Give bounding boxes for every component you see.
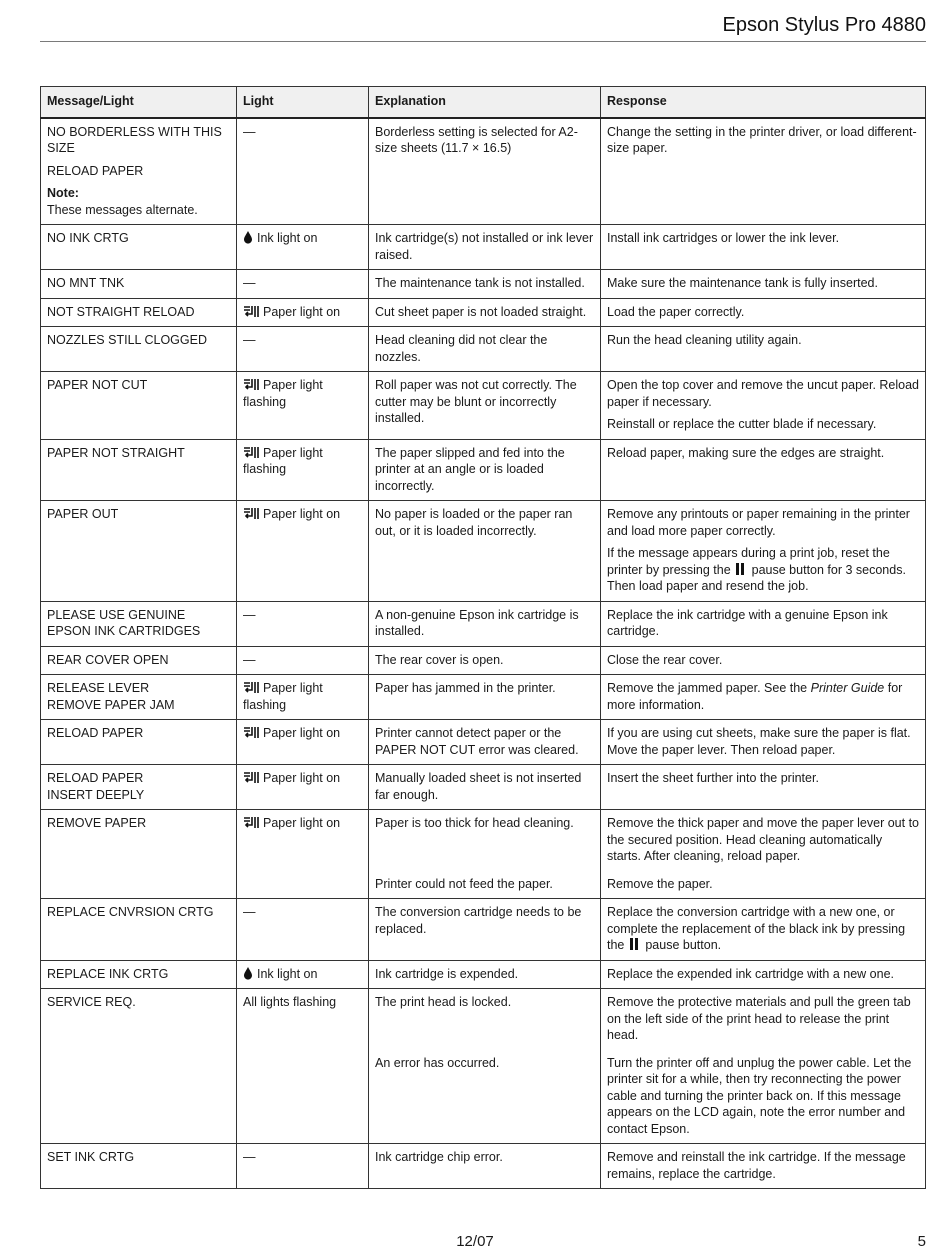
response-text: Reinstall or replace the cutter blade if necessary.	[607, 417, 877, 431]
light-cell	[237, 1144, 369, 1189]
explanation-text: Paper is too thick for head cleaning.	[375, 816, 574, 830]
explanation-text: No paper is loaded or the paper ran out, or it is loaded incorrectly.	[375, 507, 573, 538]
explanation-cell	[369, 225, 601, 270]
light-text: Paper light on	[263, 771, 341, 785]
response-text-part: Replace the conversion cartridge with a new one, or complete the replacement of the black ink by pressing the	[607, 905, 906, 952]
response-cell	[601, 899, 926, 961]
response-text-part: If the message appears during a print job, reset the printer by pressing the	[607, 546, 890, 577]
message-text: PAPER NOT STRAIGHT	[47, 445, 185, 460]
light-text: —	[243, 607, 256, 622]
message-cell	[41, 1144, 237, 1189]
explanation-cell	[369, 501, 601, 602]
table-row	[41, 720, 926, 765]
response-text-part: pause button.	[645, 938, 722, 952]
message-text: NO MNT TNK	[47, 276, 125, 290]
table-row	[41, 960, 926, 989]
message-text: REMOVE PAPER JAM	[47, 697, 175, 712]
explanation-text: Head cleaning did not clear the nozzles.	[375, 333, 548, 364]
response-text: Replace the expended ink cartridge with a new one.	[607, 966, 894, 981]
message-text: SET INK CRTG	[47, 1150, 135, 1164]
message-cell	[41, 501, 237, 602]
message-cell	[41, 899, 237, 961]
response-cell	[601, 270, 926, 299]
light-cell	[237, 501, 369, 602]
response-text	[607, 680, 919, 713]
light-text: Paper light on	[263, 816, 341, 830]
response-cell	[601, 501, 926, 602]
header-divider	[40, 41, 926, 42]
light-cell	[237, 765, 369, 810]
pause-icon	[630, 938, 640, 950]
message-cell	[41, 765, 237, 810]
light-cell	[237, 899, 369, 961]
light-text: Paper light flashing	[243, 681, 323, 712]
explanation-text: Paper has jammed in the printer.	[375, 681, 556, 695]
explanation-text: The rear cover is open.	[375, 652, 504, 667]
lcd-message-code: PAPER NOT CUT	[375, 742, 476, 757]
message-text: RELOAD PAPER	[47, 163, 144, 178]
response-text: Open the top cover and remove the uncut paper. Reload paper if necessary.	[607, 378, 920, 409]
explanation-text: The paper slipped and fed into the printer at an angle or is loaded incorrectly.	[375, 445, 565, 493]
explanation-text: Borderless setting is selected for A2-size sheets (11.7 × 16.5)	[375, 124, 578, 155]
response-cell	[601, 327, 926, 372]
light-text: All lights flashing	[243, 995, 337, 1009]
explanation-cell	[369, 989, 601, 1144]
explanation-cell	[369, 960, 601, 989]
printer-guide-reference: Printer Guide	[810, 681, 885, 695]
light-cell	[237, 646, 369, 675]
message-text: SERVICE REQ.	[47, 995, 136, 1009]
message-text: REAR COVER OPEN	[47, 652, 169, 667]
message-cell	[41, 720, 237, 765]
response-text: Reload paper, making sure the edges are straight.	[607, 445, 885, 460]
response-cell	[601, 989, 926, 1144]
table-row	[41, 501, 926, 602]
explanation-cell	[369, 720, 601, 765]
explanation-cell	[369, 899, 601, 961]
response-text: Close the rear cover.	[607, 652, 723, 667]
paper-icon	[243, 446, 259, 459]
message-cell	[41, 810, 237, 899]
document-title: Epson Stylus Pro 4880	[722, 14, 926, 36]
response-text: Run the head cleaning utility again.	[607, 333, 802, 347]
column-header-explanation: Explanation	[369, 87, 601, 118]
paper-icon	[243, 816, 259, 829]
response-text: If you are using cut sheets, make sure the paper is flat. Move the paper lever. Then reload paper.	[607, 726, 911, 757]
table-row	[41, 899, 926, 961]
light-text: Paper light on	[263, 304, 341, 319]
response-cell	[601, 960, 926, 989]
light-text: Paper light flashing	[243, 378, 323, 409]
response-cell	[601, 372, 926, 440]
light-text: —	[243, 1150, 256, 1164]
response-text: Remove the protective materials and pull the green tab on the left side of the print head to release the print head.	[607, 995, 911, 1042]
explanation-text: The maintenance tank is not installed.	[375, 276, 585, 290]
response-text: Remove the thick paper and move the paper lever out to the secured position. Head cleaning automatically starts. After cleaning, reload paper.	[607, 816, 919, 863]
light-text: Ink light on	[257, 231, 318, 245]
light-cell	[237, 270, 369, 299]
response-cell	[601, 225, 926, 270]
explanation-cell	[369, 439, 601, 501]
table-row	[41, 765, 926, 810]
response-text	[607, 904, 919, 954]
explanation-cell	[369, 327, 601, 372]
light-cell	[237, 118, 369, 225]
explanation-cell	[369, 765, 601, 810]
column-header-message: Message/Light	[41, 87, 237, 118]
table-row	[41, 810, 926, 899]
message-text: RELOAD PAPER	[47, 726, 144, 740]
message-cell	[41, 270, 237, 299]
message-cell	[41, 298, 237, 327]
explanation-cell	[369, 810, 601, 899]
explanation-cell	[369, 1144, 601, 1189]
pause-icon	[736, 563, 746, 575]
response-cell	[601, 810, 926, 899]
light-text: Paper light on	[263, 507, 341, 521]
message-text: REMOVE PAPER	[47, 816, 147, 830]
explanation-text	[375, 725, 594, 758]
explanation-cell	[369, 646, 601, 675]
light-cell	[237, 298, 369, 327]
message-cell	[41, 225, 237, 270]
message-cell	[41, 989, 237, 1144]
explanation-text-part: Printer cannot detect paper or the	[375, 726, 562, 740]
response-cell	[601, 675, 926, 720]
table-row	[41, 372, 926, 440]
response-text-part: Remove the jammed paper. See the	[607, 681, 808, 695]
explanation-cell	[369, 298, 601, 327]
light-cell	[237, 810, 369, 899]
explanation-text-part: error was cleared.	[478, 742, 579, 757]
ink-drop-icon	[243, 967, 253, 980]
page-number: 5	[917, 1233, 926, 1250]
light-text: Paper light flashing	[243, 445, 323, 476]
column-header-light: Light	[237, 87, 369, 118]
response-text: Make sure the maintenance tank is fully inserted.	[607, 276, 878, 290]
column-header-response: Response	[601, 87, 926, 118]
message-cell	[41, 960, 237, 989]
table-row	[41, 327, 926, 372]
table-row	[41, 646, 926, 675]
response-cell	[601, 1144, 926, 1189]
table-row	[41, 270, 926, 299]
response-cell	[601, 601, 926, 646]
explanation-text: The print head is locked.	[375, 995, 512, 1009]
message-text: PAPER OUT	[47, 507, 119, 521]
message-text: REPLACE CNVRSION CRTG	[47, 905, 214, 919]
table-row	[41, 439, 926, 501]
ink-drop-icon	[243, 231, 253, 244]
table-row	[41, 675, 926, 720]
explanation-cell	[369, 118, 601, 225]
paper-icon	[243, 681, 259, 694]
response-text: Change the setting in the printer driver, or load different-size paper.	[607, 124, 917, 155]
explanation-cell	[369, 675, 601, 720]
response-text: Turn the printer off and unplug the power cable. Let the printer sit for a while, then try reconnecting the power cable and turning the printer back on. If this message appears on the LCD again, note the error number and contact Epson.	[607, 1055, 912, 1136]
response-cell	[601, 298, 926, 327]
response-text: Remove any printouts or paper remaining in the printer and load more paper correctly.	[607, 507, 910, 538]
response-text: Remove the paper.	[607, 876, 713, 891]
response-text: Insert the sheet further into the printer.	[607, 771, 819, 785]
message-text: REPLACE INK CRTG	[47, 966, 169, 981]
explanation-cell	[369, 372, 601, 440]
note-text: These messages alternate.	[47, 202, 198, 217]
response-text: Load the paper correctly.	[607, 304, 745, 319]
message-text: PAPER NOT CUT	[47, 378, 148, 392]
message-text: RELEASE LEVER	[47, 681, 150, 695]
explanation-cell	[369, 270, 601, 299]
light-text: —	[243, 276, 256, 290]
response-cell	[601, 765, 926, 810]
response-cell	[601, 646, 926, 675]
message-text: RELOAD PAPER	[47, 771, 144, 785]
explanation-text: Roll paper was not cut correctly. The cutter may be blunt or incorrectly installed.	[375, 378, 577, 425]
response-text-part: pause button for 3 seconds. Then load paper and resend the job.	[607, 562, 906, 593]
light-text: —	[243, 333, 256, 347]
explanation-cell	[369, 601, 601, 646]
light-cell	[237, 720, 369, 765]
response-text: Install ink cartridges or lower the ink lever.	[607, 231, 840, 245]
light-cell	[237, 439, 369, 501]
explanation-text: Ink cartridge is expended.	[375, 966, 519, 981]
response-cell	[601, 439, 926, 501]
explanation-text: The conversion cartridge needs to be replaced.	[375, 905, 582, 936]
light-text: Paper light on	[263, 726, 341, 740]
light-cell	[237, 675, 369, 720]
paper-icon	[243, 378, 259, 391]
messages-table	[40, 86, 926, 1189]
message-text: NO INK CRTG	[47, 231, 129, 245]
light-cell	[237, 960, 369, 989]
response-text	[607, 545, 919, 595]
table-row	[41, 225, 926, 270]
message-text: NO BORDERLESS WITH THIS SIZE	[47, 124, 222, 155]
explanation-text: A non-genuine Epson ink cartridge is installed.	[375, 607, 579, 638]
paper-icon	[243, 305, 259, 318]
explanation-text: Manually loaded sheet is not inserted far enough.	[375, 771, 582, 802]
table-row	[41, 298, 926, 327]
explanation-text: Ink cartridge(s) not installed or ink lever raised.	[375, 231, 594, 262]
response-text: Replace the ink cartridge with a genuine Epson ink cartridge.	[607, 607, 888, 638]
response-text-part: for more information.	[607, 681, 903, 712]
paper-icon	[243, 507, 259, 520]
message-cell	[41, 118, 237, 225]
message-cell	[41, 372, 237, 440]
message-cell	[41, 675, 237, 720]
light-cell	[237, 225, 369, 270]
message-cell	[41, 439, 237, 501]
message-cell	[41, 327, 237, 372]
note	[47, 185, 230, 218]
light-text: —	[243, 124, 256, 139]
light-cell	[237, 601, 369, 646]
light-cell	[237, 989, 369, 1144]
message-text: PLEASE USE GENUINE EPSON INK CARTRIDGES	[47, 607, 201, 638]
table-row	[41, 118, 926, 225]
footer-date: 12/07	[456, 1233, 494, 1250]
explanation-text: Printer could not feed the paper.	[375, 876, 553, 891]
note-label: Note:	[47, 186, 79, 200]
table-row	[41, 1144, 926, 1189]
light-cell	[237, 372, 369, 440]
response-cell	[601, 118, 926, 225]
response-cell	[601, 720, 926, 765]
message-text: NOZZLES STILL CLOGGED	[47, 333, 207, 347]
response-text: Remove and reinstall the ink cartridge. If the message remains, replace the cartridge.	[607, 1150, 906, 1181]
message-cell	[41, 601, 237, 646]
paper-icon	[243, 726, 259, 739]
explanation-text: Cut sheet paper is not loaded straight.	[375, 304, 587, 319]
message-text: INSERT DEEPLY	[47, 787, 145, 802]
light-text: —	[243, 652, 256, 667]
message-cell	[41, 646, 237, 675]
table-row	[41, 601, 926, 646]
table-header-row	[41, 87, 926, 118]
table-row	[41, 989, 926, 1144]
light-text: Ink light on	[257, 966, 318, 981]
explanation-text: Ink cartridge chip error.	[375, 1150, 503, 1164]
paper-icon	[243, 771, 259, 784]
light-cell	[237, 327, 369, 372]
explanation-text: An error has occurred.	[375, 1055, 500, 1070]
message-text: NOT STRAIGHT RELOAD	[47, 304, 195, 319]
light-text: —	[243, 905, 256, 919]
